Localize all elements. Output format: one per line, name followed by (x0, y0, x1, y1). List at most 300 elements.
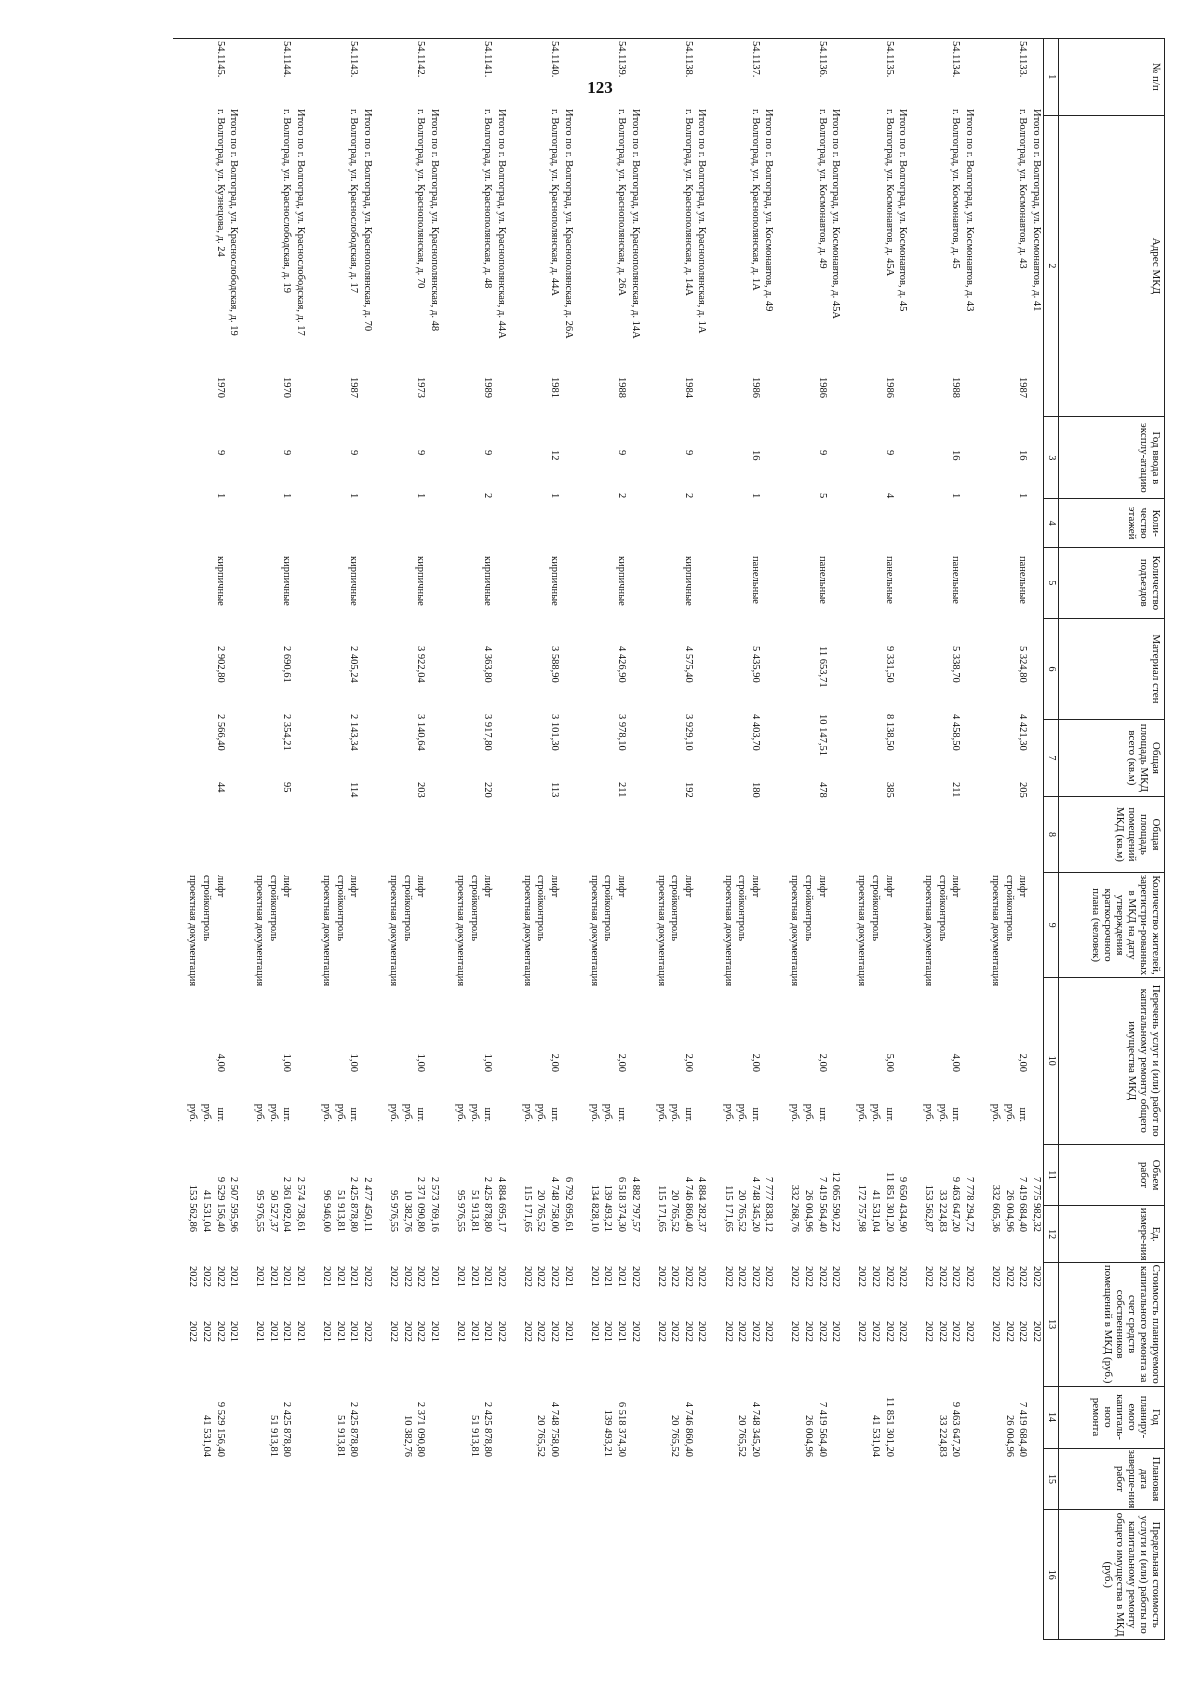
work-name: стройконтроль (602, 875, 614, 942)
work-cost: 96 946,00 (321, 1190, 333, 1232)
work-unit: руб. (267, 1103, 279, 1122)
work-limit: 51 913,81 (267, 1415, 279, 1457)
column-number: 14 (1044, 1386, 1059, 1448)
work-unit: шт. (816, 1107, 828, 1122)
address: г. Волгоград, ул. Космонавтов, д. 49 (816, 109, 828, 269)
total-year: 2021 (295, 1266, 307, 1287)
work-cost: 115 171,65 (521, 1185, 533, 1232)
work-date: 2021 (321, 1321, 333, 1342)
column-number: 6 (1044, 618, 1059, 719)
column-number: 7 (1044, 720, 1059, 797)
total-year: 2022 (763, 1266, 775, 1287)
work-cost: 332 268,76 (789, 1184, 801, 1232)
floors: 9 (816, 450, 828, 456)
work-year: 2021 (254, 1266, 266, 1287)
total-label: Итого по г. Волгоград, ул. Краснополянская, д. 70 (362, 109, 373, 332)
work-date: 2021 (254, 1321, 266, 1342)
work-limit: 41 531,04 (201, 1415, 212, 1457)
work-name: стройконтроль (870, 875, 881, 942)
work-limit: 20 765,52 (736, 1415, 748, 1457)
work-name: лифт (950, 875, 962, 898)
work-year: 2022 (936, 1266, 948, 1287)
work-year: 2022 (187, 1266, 199, 1287)
work-volume: 2,00 (1017, 1053, 1029, 1072)
work-year: 2021 (616, 1266, 627, 1287)
work-name: проектная документация (655, 875, 667, 987)
work-name: проектная документация (455, 875, 466, 987)
floors: 9 (214, 450, 226, 456)
work-date: 2021 (348, 1321, 360, 1342)
work-cost: 20 765,52 (535, 1190, 547, 1232)
work-year: 2022 (923, 1266, 935, 1287)
work-year: 2021 (588, 1266, 600, 1287)
address: г. Волгоград, ул. Космонавтов, д. 45 (950, 109, 962, 269)
work-unit: шт. (214, 1107, 226, 1122)
work-limit: 7 419 564,40 (816, 1401, 828, 1457)
work-year: 2022 (722, 1266, 734, 1287)
work-cost: 4 748 345,20 (749, 1176, 761, 1232)
total-label: Итого по г. Волгоград, ул. Краснослободская, д. 17 (295, 109, 307, 336)
work-unit: руб. (201, 1103, 212, 1122)
work-limit: 4 746 860,40 (682, 1401, 694, 1457)
work-cost: 2 361 092,04 (281, 1176, 293, 1232)
work-unit: руб. (990, 1103, 1002, 1122)
header-cell: Адрес МКД (1059, 115, 1165, 417)
work-unit: руб. (870, 1103, 881, 1122)
header-cell: Количество жителей, зарегистри-рованных в МКД на дату утверждения краткосрочного плана (человек) (1059, 873, 1165, 978)
work-cost: 10 382,76 (401, 1190, 413, 1232)
address: г. Волгоград, ул. Краснополянская, д. 44А (549, 109, 561, 296)
column-number-row (1044, 39, 1059, 1640)
work-unit: руб. (803, 1103, 815, 1122)
area-rooms: 3 101,30 (549, 714, 561, 751)
work-unit: руб. (736, 1103, 748, 1122)
work-cost: 33 224,83 (936, 1190, 948, 1232)
header-cell: Стоимость планируемого капитального ремонта за счет средств собственников помещений в МКД (руб.) (1059, 1262, 1165, 1386)
total-label: Итого по г. Волгоград, ул. Краснополянская, д. 44А (495, 109, 507, 339)
header-cell: Ед. измере-ния (1059, 1206, 1165, 1262)
total-year: 2022 (696, 1266, 708, 1287)
year-built: 1988 (950, 377, 962, 398)
total-label: Итого по г. Волгоград, ул. Космонавтов, д. 45А (830, 109, 842, 319)
work-unit: шт. (616, 1107, 627, 1122)
record-number: 54.1133. (1017, 41, 1029, 78)
work-limit: 11 851 301,20 (883, 1397, 895, 1457)
work-date: 2021 (281, 1321, 293, 1342)
work-unit: шт. (883, 1107, 895, 1122)
total-cost: 7 775 982,32 (1031, 1176, 1042, 1232)
work-volume: 2,00 (616, 1053, 627, 1072)
work-year: 2022 (816, 1266, 828, 1287)
work-cost: 139 493,21 (602, 1184, 614, 1232)
record-number: 54.1143. (348, 41, 360, 78)
work-year: 2022 (669, 1266, 681, 1287)
entrances: 1 (1017, 493, 1029, 499)
address: г. Волгоград, ул. Космонавтов, д. 43 (1017, 109, 1029, 269)
work-limit: 26 004,96 (1003, 1415, 1015, 1457)
work-year: 2021 (267, 1266, 279, 1287)
work-name: лифт (616, 875, 627, 898)
year-built: 1987 (1017, 377, 1029, 398)
area-total: 4 575,40 (682, 646, 694, 683)
total-cost: 12 065 590,22 (830, 1171, 842, 1232)
work-year: 2021 (281, 1266, 293, 1287)
record-number: 54.1136. (816, 41, 828, 78)
work-name: стройконтроль (201, 875, 212, 942)
total-date: 2022 (495, 1321, 507, 1342)
work-name: стройконтроль (936, 875, 948, 942)
residents: 114 (348, 782, 360, 798)
wall-material: кирпичные (348, 556, 360, 606)
entrances: 2 (682, 493, 694, 499)
work-year: 2022 (214, 1266, 226, 1287)
work-date: 2022 (816, 1321, 828, 1342)
record-number: 54.1142. (415, 41, 427, 78)
total-label: Итого по г. Волгоград, ул. Краснополянская, д. 14А (629, 109, 641, 339)
year-built: 1989 (482, 377, 494, 398)
work-date: 2022 (789, 1321, 801, 1342)
floors: 16 (1017, 450, 1029, 461)
header-cell: Общая площадь помещений МКД (кв.м) (1059, 796, 1165, 873)
area-total: 11 653,71 (816, 646, 828, 688)
work-year: 2021 (321, 1266, 333, 1287)
work-unit: руб. (187, 1103, 199, 1122)
total-label: Итого по г. Волгоград, ул. Космонавтов, д. 43 (964, 109, 976, 312)
work-name: лифт (1017, 875, 1029, 898)
work-limit: 41 531,04 (870, 1415, 881, 1457)
work-volume: 1,00 (281, 1053, 293, 1072)
total-label: Итого по г. Волгоград, ул. Краснополянская, д. 26А (562, 109, 574, 339)
area-total: 3 922,04 (415, 646, 427, 683)
residents: 211 (950, 782, 962, 798)
area-rooms: 3 140,64 (415, 714, 427, 751)
work-cost: 153 562,87 (923, 1184, 935, 1232)
header-cell: Плановая дата заверше-ния работ (1059, 1448, 1165, 1510)
work-unit: руб. (856, 1103, 868, 1122)
total-label: Итого по г. Волгоград, ул. Краснополянская, д. 1А (696, 109, 708, 334)
work-name: проектная документация (321, 875, 333, 987)
work-cost: 11 851 301,20 (883, 1172, 895, 1232)
area-rooms: 4 421,30 (1017, 714, 1029, 751)
entrances: 1 (415, 493, 427, 499)
address: г. Волгоград, ул. Краснополянская, д. 48 (482, 109, 494, 289)
column-number: 2 (1044, 115, 1059, 417)
work-cost: 51 913,81 (468, 1190, 480, 1232)
work-unit: руб. (1003, 1103, 1015, 1122)
work-name: стройконтроль (1003, 875, 1015, 942)
work-limit: 4 748 758,00 (549, 1401, 561, 1457)
work-date: 2021 (616, 1321, 627, 1342)
entrances: 4 (883, 493, 895, 499)
work-limit: 20 765,52 (669, 1415, 681, 1457)
column-number: 9 (1044, 873, 1059, 978)
header-cell: Материал стен (1059, 618, 1165, 719)
work-unit: руб. (936, 1103, 948, 1122)
work-cost: 50 527,37 (267, 1190, 279, 1232)
work-year: 2022 (201, 1266, 212, 1287)
total-year: 2022 (964, 1266, 976, 1287)
work-date: 2022 (214, 1321, 226, 1342)
year-built: 1984 (682, 377, 694, 398)
floors: 12 (549, 450, 561, 461)
column-number: 10 (1044, 977, 1059, 1144)
record-number: 54.1138. (682, 41, 694, 78)
work-name: стройконтроль (736, 875, 748, 942)
total-date: 2022 (830, 1321, 842, 1342)
year-built: 1987 (348, 377, 360, 398)
wall-material: панельные (816, 556, 828, 604)
total-year: 2022 (495, 1266, 507, 1287)
residents: 220 (482, 782, 494, 798)
work-name: проектная документация (923, 875, 935, 987)
floors: 9 (348, 450, 360, 456)
work-cost: 332 605,36 (990, 1184, 1002, 1232)
work-unit: руб. (789, 1103, 801, 1122)
entrances: 1 (749, 493, 761, 499)
work-unit: руб. (535, 1103, 547, 1122)
total-date: 2022 (362, 1321, 373, 1342)
work-name: стройконтроль (401, 875, 413, 942)
work-cost: 41 531,04 (870, 1190, 881, 1232)
work-cost: 4 746 860,40 (682, 1176, 694, 1232)
total-cost: 2 477 450,11 (362, 1177, 373, 1232)
work-volume: 2,00 (749, 1053, 761, 1072)
work-unit: шт. (281, 1107, 293, 1122)
total-label: Итого по г. Волгоград, ул. Космонавтов, д. 49 (763, 109, 775, 312)
work-name: стройконтроль (334, 875, 346, 942)
header-cell: Предельная стоимость услуги и (или) работы по капитальному ремонту общего имущества в МКД (руб.) (1059, 1510, 1165, 1640)
wall-material: кирпичные (616, 556, 627, 606)
work-unit: руб. (455, 1103, 466, 1122)
work-cost: 153 562,86 (187, 1184, 199, 1232)
work-date: 2022 (883, 1321, 895, 1342)
area-total: 9 331,50 (883, 646, 895, 683)
residents: 44 (214, 782, 226, 793)
area-rooms: 4 458,50 (950, 714, 962, 751)
residents: 385 (883, 782, 895, 798)
address: г. Волгоград, ул. Кузнецова, д. 24 (214, 109, 226, 257)
work-cost: 115 171,65 (655, 1185, 667, 1232)
residents: 113 (549, 782, 561, 798)
area-rooms: 4 403,70 (749, 714, 761, 751)
work-date: 2022 (388, 1321, 400, 1342)
work-volume: 2,00 (816, 1053, 828, 1072)
work-date: 2021 (482, 1321, 494, 1342)
total-cost: 4 884 282,37 (696, 1176, 708, 1232)
work-date: 2022 (521, 1321, 533, 1342)
work-year: 2021 (455, 1266, 466, 1287)
floors: 9 (482, 450, 494, 456)
work-name: лифт (549, 875, 561, 898)
address: г. Волгоград, ул. Краснополянская, д. 14А (682, 109, 694, 296)
rotated-table-sheet (68, 38, 1165, 1640)
work-unit: шт. (682, 1107, 694, 1122)
work-date: 2021 (588, 1321, 600, 1342)
work-date: 2022 (950, 1321, 962, 1342)
work-unit: шт. (415, 1107, 427, 1122)
work-date: 2021 (602, 1321, 614, 1342)
wall-material: кирпичные (549, 556, 561, 606)
column-number: 4 (1044, 499, 1059, 547)
work-limit: 51 913,81 (334, 1415, 346, 1457)
total-date: 2022 (897, 1321, 909, 1342)
body-left-border (173, 38, 1043, 39)
work-name: стройконтроль (669, 875, 681, 942)
work-volume: 2,00 (549, 1053, 561, 1072)
area-rooms: 2 566,40 (214, 714, 226, 751)
work-name: лифт (883, 875, 895, 898)
total-date: 2022 (1031, 1321, 1042, 1342)
year-built: 1970 (281, 377, 293, 398)
work-date: 2022 (1003, 1321, 1015, 1342)
total-label: Итого по г. Волгоград, ул. Космонавтов, д. 45 (897, 109, 909, 312)
entrances: 5 (816, 493, 828, 499)
header-cell: Объем работ (1059, 1144, 1165, 1206)
address: г. Волгоград, ул. Краснополянская, д. 1А (749, 109, 761, 291)
table-header (1043, 38, 1165, 1640)
work-date: 2021 (455, 1321, 466, 1342)
entrances: 1 (281, 493, 293, 499)
work-year: 2022 (401, 1266, 413, 1287)
total-cost: 2 507 595,96 (228, 1176, 240, 1232)
area-rooms: 3 917,80 (482, 714, 494, 751)
area-total: 5 338,70 (950, 646, 962, 683)
work-unit: шт. (348, 1107, 360, 1122)
column-number: 1 (1044, 39, 1059, 116)
work-cost: 2 371 090,80 (415, 1176, 427, 1232)
work-date: 2022 (870, 1321, 881, 1342)
work-unit: шт. (749, 1107, 761, 1122)
work-cost: 9 463 647,20 (950, 1176, 962, 1232)
work-name: стройконтроль (535, 875, 547, 942)
work-name: лифт (682, 875, 694, 898)
total-year: 2021 (428, 1266, 440, 1287)
header-cell: Общая площадь МКД всего (кв.м) (1059, 720, 1165, 797)
work-limit: 51 913,81 (468, 1415, 480, 1457)
record-number: 54.1134. (950, 41, 962, 78)
work-unit: руб. (334, 1103, 346, 1122)
area-total: 4 363,80 (482, 646, 494, 683)
work-year: 2022 (870, 1266, 881, 1287)
column-number: 5 (1044, 547, 1059, 618)
work-year: 2021 (468, 1266, 480, 1287)
work-year: 2022 (535, 1266, 547, 1287)
total-cost: 4 882 797,57 (629, 1176, 641, 1232)
work-date: 2022 (1017, 1321, 1029, 1342)
work-limit: 7 419 684,40 (1017, 1401, 1029, 1457)
work-unit: шт. (482, 1107, 494, 1122)
area-rooms: 2 143,34 (348, 714, 360, 751)
work-date: 2022 (669, 1321, 681, 1342)
total-date: 2022 (763, 1321, 775, 1342)
header-cell: Год планиру-емого капиталь-ного ремонта (1059, 1386, 1165, 1448)
work-date: 2021 (468, 1321, 480, 1342)
address: г. Волгоград, ул. Краснослободская, д. 19 (281, 109, 293, 294)
total-label: Итого по г. Волгоград, ул. Космонавтов, д. 41 (1031, 109, 1042, 312)
wall-material: панельные (950, 556, 962, 604)
work-date: 2021 (267, 1321, 279, 1342)
work-limit: 9 463 647,20 (950, 1401, 962, 1457)
work-year: 2022 (950, 1266, 962, 1287)
work-date: 2022 (682, 1321, 694, 1342)
total-year: 2022 (1031, 1266, 1042, 1287)
entrances: 1 (950, 493, 962, 499)
work-year: 2022 (883, 1266, 895, 1287)
column-number: 11 (1044, 1144, 1059, 1206)
work-limit: 10 382,76 (401, 1415, 413, 1457)
total-date: 2021 (428, 1321, 440, 1342)
work-cost: 95 976,55 (455, 1190, 466, 1232)
work-unit: руб. (521, 1103, 533, 1122)
work-volume: 2,00 (682, 1053, 694, 1072)
entrances: 2 (616, 493, 627, 499)
entrances: 2 (482, 493, 494, 499)
record-number: 54.1137. (749, 41, 761, 78)
work-cost: 172 757,98 (856, 1184, 868, 1232)
work-name: проектная документация (187, 875, 199, 987)
column-number: 8 (1044, 796, 1059, 873)
work-volume: 4,00 (950, 1053, 962, 1072)
work-year: 2022 (655, 1266, 667, 1287)
work-cost: 20 765,52 (736, 1190, 748, 1232)
total-date: 2022 (629, 1321, 641, 1342)
work-limit: 2 371 090,80 (415, 1401, 427, 1457)
work-limit: 6 518 374,30 (616, 1401, 627, 1457)
work-unit: руб. (722, 1103, 734, 1122)
work-name: стройконтроль (803, 875, 815, 942)
year-built: 1973 (415, 377, 427, 398)
area-total: 5 324,80 (1017, 646, 1029, 683)
work-limit: 9 529 156,40 (214, 1401, 226, 1457)
total-cost: 2 574 738,61 (295, 1176, 307, 1232)
total-cost: 6 792 695,61 (562, 1176, 574, 1232)
floors: 9 (415, 450, 427, 456)
work-cost: 41 531,04 (201, 1190, 212, 1232)
work-name: лифт (415, 875, 427, 898)
work-year: 2022 (1003, 1266, 1015, 1287)
total-cost: 7 777 838,12 (763, 1176, 775, 1232)
total-year: 2021 (562, 1266, 574, 1287)
total-date: 2021 (562, 1321, 574, 1342)
area-total: 2 902,80 (214, 646, 226, 683)
work-volume: 1,00 (482, 1053, 494, 1072)
work-cost: 95 976,55 (388, 1190, 400, 1232)
entrances: 1 (549, 493, 561, 499)
record-number: 54.1145. (214, 41, 226, 78)
wall-material: кирпичные (682, 556, 694, 606)
floors: 16 (950, 450, 962, 461)
address: г. Волгоград, ул. Краснополянская, д. 70 (415, 109, 427, 289)
total-year: 2022 (830, 1266, 842, 1287)
work-cost: 4 748 758,00 (549, 1176, 561, 1232)
header-cell: Коли-чество этажей (1059, 499, 1165, 547)
work-year: 2021 (334, 1266, 346, 1287)
header-cell: Количество подъездов (1059, 547, 1165, 618)
work-unit: шт. (549, 1107, 561, 1122)
work-volume: 1,00 (348, 1053, 360, 1072)
total-year: 2022 (362, 1266, 373, 1287)
work-cost: 7 419 684,40 (1017, 1176, 1029, 1232)
work-name: лифт (348, 875, 360, 898)
work-date: 2022 (201, 1321, 212, 1342)
address: г. Волгоград, ул. Краснополянская, д. 26А (616, 109, 627, 296)
wall-material: панельные (1017, 556, 1029, 604)
work-name: стройконтроль (267, 875, 279, 942)
work-name: проектная документация (388, 875, 400, 987)
residents: 211 (616, 782, 627, 798)
header-cell: Год ввода в эксплу-атацию (1059, 417, 1165, 499)
page-number: 123 (587, 78, 613, 97)
